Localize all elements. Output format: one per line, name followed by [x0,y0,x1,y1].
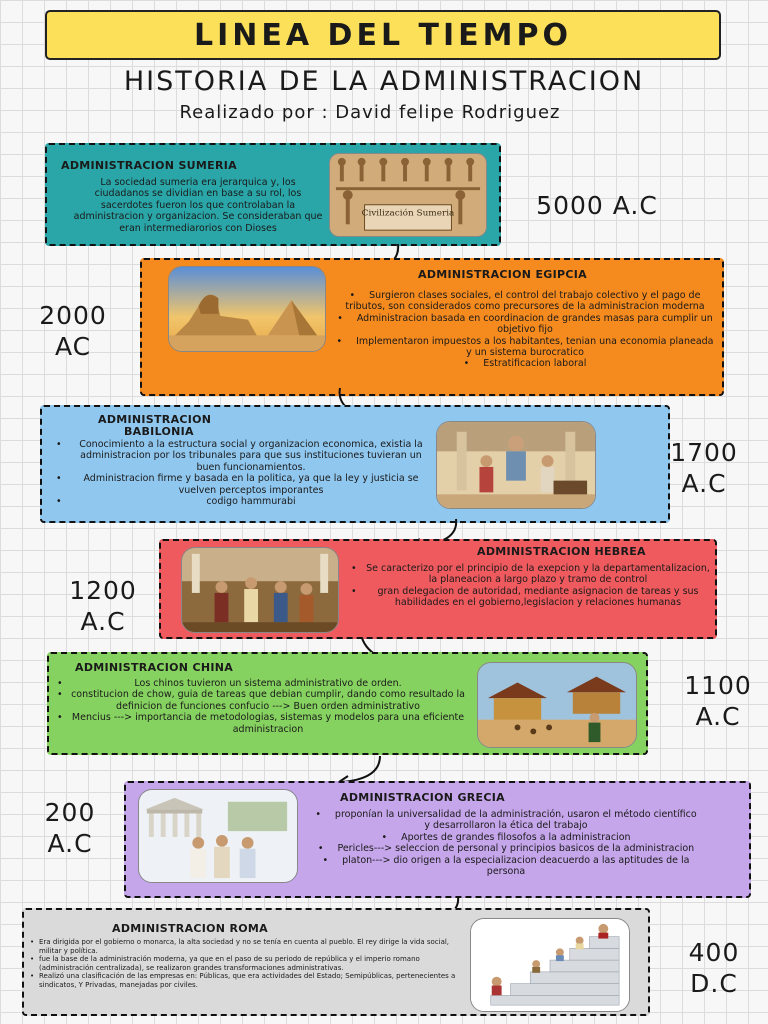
china-palace-image [477,662,637,748]
card-title: ADMINISTRACION CHINA [75,661,234,674]
card-list [351,563,713,609]
card-grecia [124,781,751,898]
date-hebrea [48,575,158,637]
date-era: D.C [690,969,738,998]
card-list [336,290,714,370]
page-title: LINEA DEL TIEMPO [194,17,572,53]
date-sumeria: 5000 A.C [536,191,658,220]
card-list [30,938,466,990]
list-item: • fue la base de la administración moderna, ya que en el paso de su periodo de república y el imperio romano (administración centralizada), se realizaron grandes transformaciones administrativas. [30,955,466,972]
list-item: • Administracion firme y basada en la politica, ya que la ley y justicia se vuelven perceptos imporantes [56,473,434,496]
card-sumeria [45,143,501,246]
date-era: A.C [80,607,126,636]
date-era: A.C [47,829,93,858]
card-text: La sociedad sumeria era jerarquica y, los ciudadanos se dividian en base a su rol, los sacerdotes fueron los que controlaban la administracion y organizacion. Se consideraban que eran intermediarorios con Dioses [73,177,323,234]
list-item: • Conocimiento a la estructura social y organizacion economica, existia la administracion por los tribunales para que sus instituciones tuvieran un buen funcionamientos. [56,439,434,473]
date-number: 1100 [684,671,752,700]
date-number: 400 [688,938,740,967]
list-item: • constitucion de chow, guia de tareas que debian cumplir, dando como resultado la definicion de funciones confucio ---> Buen orden administrativo [57,689,467,712]
date-era: A.C [695,702,741,731]
date-babilonia [654,437,754,499]
list-item: • Realizó una clasificación de las empresas en: Públicas, que era actividades del Estado; Semipúblicas, pertenecientes a sindicatos, Y Privadas, manejadas por civiles. [30,972,466,989]
list-item: • Se caracterizo por el principio de la exepcion y la departamentalizacion, la planeacion a largo plazo y tramo de control [351,563,713,586]
card-title: ADMINISTRACION EGIPCIA [418,268,587,281]
list-item: • Pericles---> seleccion de personal y principios basicos de la administracion [312,843,700,854]
card-title-line2: BABILONIA [124,425,194,438]
card-title: ADMINISTRACION HEBREA [477,545,646,558]
sumerian-caption: Civilización Sumeria [361,208,455,219]
card-list [57,678,467,735]
list-item: • Aportes de grandes filosofos a la administracion [312,832,700,843]
card-title: ADMINISTRACION GRECIA [340,791,505,804]
list-item: • codigo hammurabi [56,496,434,507]
list-item: • Implementaron impuestos a los habitantes, tenian una economia planeada y un sistema burocratico [336,336,714,359]
date-number: 1200 [69,576,137,605]
list-item: • gran delegacion de autoridad, mediante asignacion de tareas y sus habilidades en el gobierno,legislacion y relaciones humanas [351,586,713,609]
greece-philosophers-image [138,789,298,883]
list-item: • Mencius ---> importancia de metodologias, sistemas y modelos para una eficiente administracion [57,712,467,735]
date-roma [664,937,764,999]
page-subtitle: HISTORIA DE LA ADMINISTRACION [123,66,645,97]
list-item: • Estratificacion laboral [336,358,714,369]
date-number: 200 [44,798,96,827]
card-hebrea [159,539,717,639]
date-era: AC [54,332,92,361]
card-list [312,809,700,877]
list-item: • proponían la universalidad de la administración, usaron el método científico y desarrollaron la ética del trabajo [312,809,700,832]
egypt-sphinx-image [168,266,326,352]
list-item: • Los chinos tuvieron un sistema administrativo de orden. [57,678,467,689]
author-line: Realizado por : David felipe Rodriguez [179,102,561,123]
hebrew-scene-image [181,547,339,633]
date-era: A.C [681,469,727,498]
list-item: • Era dirigida por el gobierno o monarca, la alta sociedad y no se tenía en cuenta al pueblo. El rey dirige la vida social, militar y política. [30,938,466,955]
card-list [56,439,434,507]
card-babilonia [40,405,670,523]
date-grecia [20,797,120,859]
date-egipcia [18,300,128,362]
babylon-court-image [436,421,596,509]
card-title: ADMINISTRACION [98,413,212,426]
sumerian-tablet-image [329,153,487,237]
page-title-box [45,10,721,60]
date-number: 2000 [39,301,107,330]
card-egipcia [140,258,724,396]
card-roma [22,908,650,1016]
rome-hierarchy-image [470,918,630,1012]
list-item: • platon---> dio origen a la especializacion deacuerdo a las aptitudes de la persona [312,855,700,878]
date-china [668,670,768,732]
list-item: • Surgieron clases sociales, el control del trabajo colectivo y el pago de tributos, son considerados como precursores de la administracion moderna [336,290,714,313]
card-title: ADMINISTRACION ROMA [112,922,268,935]
date-number: 1700 [670,438,738,467]
list-item: • Administracion basada en coordinacion de grandes masas para cumplir un objetivo fijo [336,313,714,336]
card-china [47,652,648,755]
card-title: ADMINISTRACION SUMERIA [61,159,237,172]
